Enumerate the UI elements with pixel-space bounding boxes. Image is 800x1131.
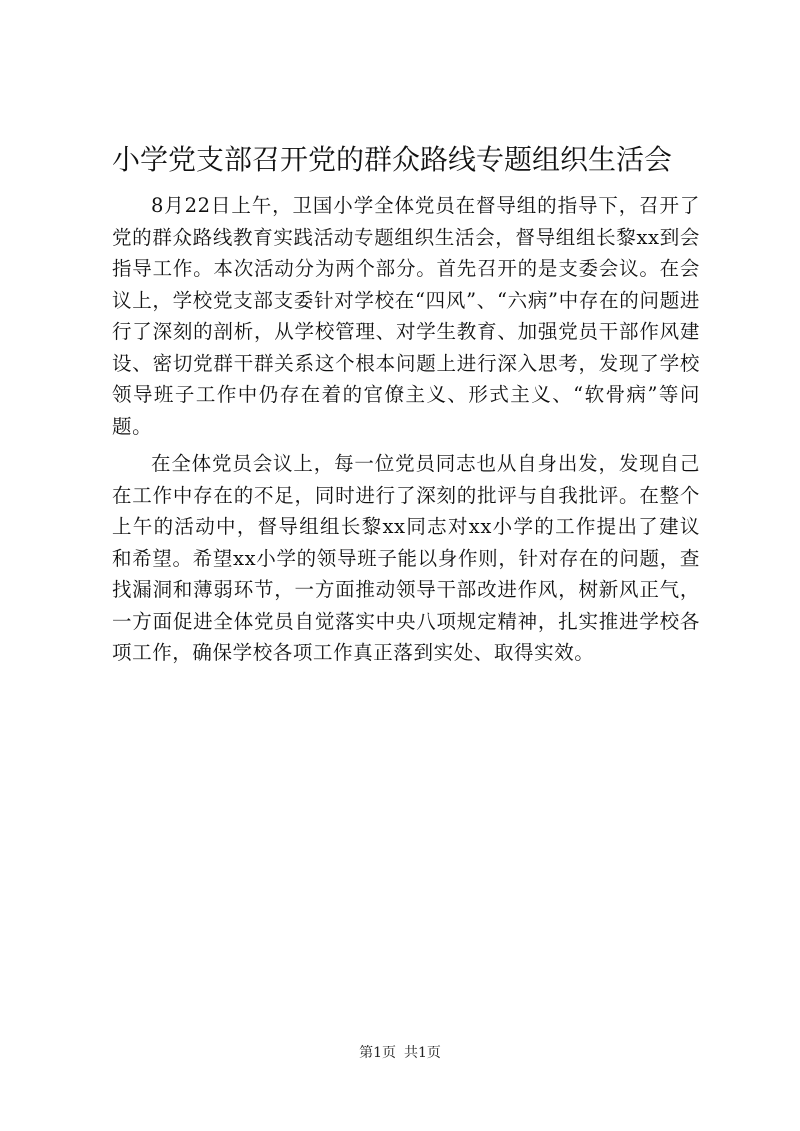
page-total: 共1页	[404, 1045, 441, 1061]
document-body	[112, 190, 700, 675]
paragraph-2: 在全体党员会议上，每一位党员同志也从自身出发，发现自己在工作中存在的不足，同时进行了深刻的批评与自我批评。在整个上午的活动中，督导组组长黎xx同志对xx小学的工作提出了建议和希望。希望xx小学的领导班子能以身作则，针对存在的问题，查找漏洞和薄弱环节，一方面推动领导干部改进作风，树新风正气，一方面促进全体党员自觉落实中央八项规定精神，扎实推进学校各项工作，确保学校各项工作真正落到实处、取得实效。	[112, 452, 700, 664]
page-footer	[0, 1043, 800, 1063]
page-number: 第1页	[359, 1045, 396, 1061]
document-title: 小学党支部召开党的群众路线专题组织生活会	[112, 143, 673, 176]
paragraph-1: 8月22日上午，卫国小学全体党员在督导组的指导下，召开了党的群众路线教育实践活动专题组织生活会，督导组组长黎xx到会指导工作。本次活动分为两个部分。首先召开的是支委会议。在会议上，学校党支部支委针对学校在“四风”、“六病”中存在的问题进行了深刻的剖析，从学校管理、对学生教育、加强党员干部作风建设、密切党群干群关系这个根本问题上进行深入思考，发现了学校领导班子工作中仍存在着的官僚主义、形式主义、“软骨病”等问题。	[112, 194, 700, 438]
